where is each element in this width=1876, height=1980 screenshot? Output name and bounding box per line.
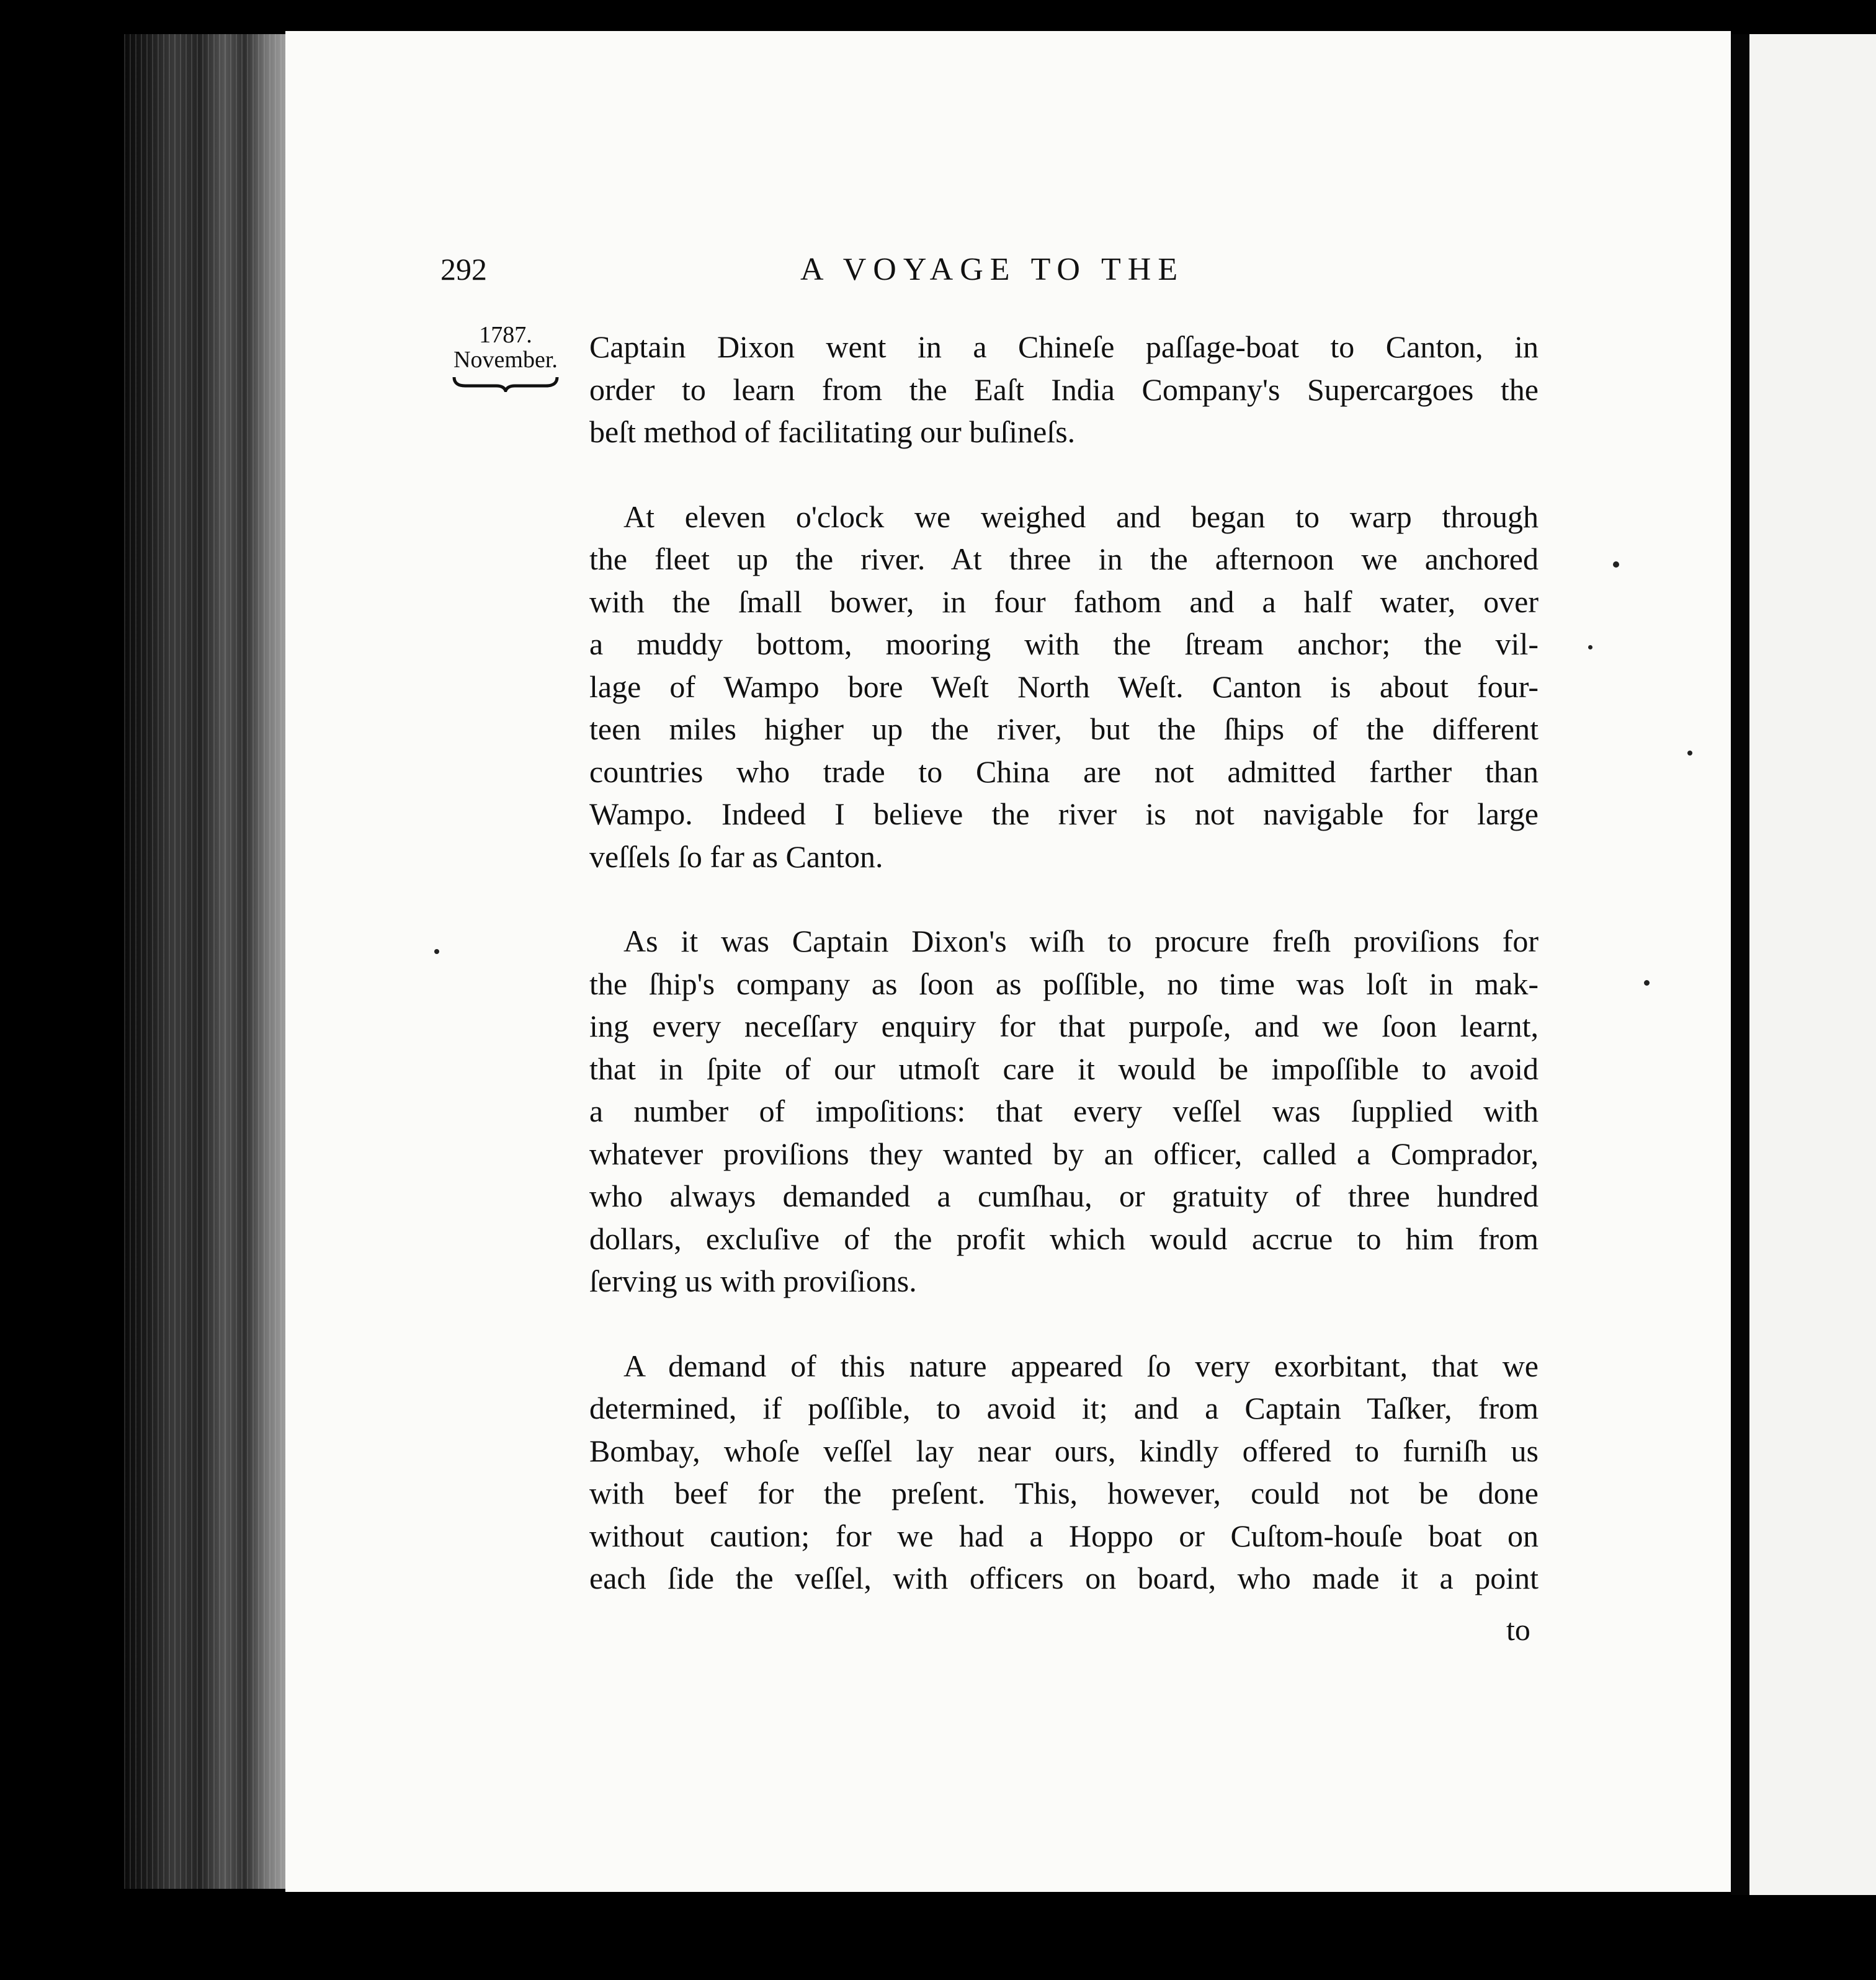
scan-speck	[1644, 980, 1650, 986]
facing-page	[1749, 34, 1876, 1895]
text-line: beſt method of facilitating our buſineſs.	[589, 414, 1076, 449]
text-line: a muddy bottom, mooring with the ſtream anchor; the vil-	[589, 627, 1539, 661]
body-text	[589, 326, 1539, 1642]
text-line: each ſide the veſſel, with officers on board, who made it a point	[589, 1561, 1539, 1595]
scan-speck	[1588, 645, 1592, 649]
margin-note-month: November.	[453, 347, 558, 373]
paragraph-1	[589, 326, 1539, 453]
text-line: Captain Dixon went in a Chineſe paſſage-boat to Canton, in	[589, 329, 1539, 364]
text-line: whatever proviſions they wanted by an officer, called a Comprador,	[589, 1136, 1539, 1171]
page-number: 292	[440, 252, 487, 287]
book-gutter	[124, 34, 292, 1889]
text-line: with the ſmall bower, in four fathom and a half water, over	[589, 584, 1539, 619]
text-line: with beef for the preſent. This, however, could not be done	[589, 1476, 1539, 1510]
catchword: to	[1506, 1612, 1530, 1647]
paragraph-3	[589, 920, 1539, 1303]
text-line: without caution; for we had a Hoppo or Cuſtom-houſe boat on	[589, 1518, 1539, 1553]
text-line: the fleet up the river. At three in the afternoon we anchored	[589, 542, 1539, 576]
text-line: a number of impoſitions: that every veſſel was ſupplied with	[589, 1094, 1539, 1128]
curly-brace-icon	[452, 373, 560, 392]
text-line: At eleven o'clock we weighed and began to warp through	[623, 499, 1539, 534]
running-head: A VOYAGE TO THE	[800, 252, 1185, 287]
text-line: Bombay, whoſe veſſel lay near ours, kindly offered to furniſh us	[589, 1433, 1539, 1468]
text-line: Wampo. Indeed I believe the river is not navigable for large	[589, 796, 1539, 831]
margin-note	[444, 323, 568, 392]
text-line: the ſhip's company as ſoon as poſſible, no time was loſt in mak-	[589, 966, 1539, 1001]
text-line: A demand of this nature appeared ſo very exorbitant, that we	[623, 1348, 1539, 1383]
text-line: countries who trade to China are not admitted farther than	[589, 754, 1539, 789]
scan-speck	[1613, 561, 1619, 568]
margin-note-year: 1787.	[479, 322, 532, 348]
paragraph-4	[589, 1345, 1539, 1600]
text-line: ſerving us with proviſions.	[589, 1264, 917, 1298]
text-line: who always demanded a cumſhau, or gratuity of three hundred	[589, 1179, 1539, 1213]
scan-speck	[434, 949, 439, 954]
text-line: determined, if poſſible, to avoid it; and a Captain Taſker, from	[589, 1391, 1539, 1425]
text-line: veſſels ſo far as Canton.	[589, 839, 883, 874]
text-line: As it was Captain Dixon's wiſh to procure freſh proviſions for	[623, 924, 1539, 958]
text-line: order to learn from the Eaſt India Company's Supercargoes the	[589, 372, 1539, 407]
paragraph-2	[589, 496, 1539, 878]
text-line: lage of Wampo bore Weſt North Weſt. Canton is about four-	[589, 669, 1539, 704]
text-line: teen miles higher up the river, but the ſhips of the different	[589, 711, 1539, 746]
facing-page-shadow	[1731, 34, 1749, 1895]
text-line: ing every neceſſary enquiry for that purpoſe, and we ſoon learnt,	[589, 1009, 1539, 1043]
text-line: that in ſpite of our utmoſt care it would be impoſſible to avoid	[589, 1051, 1539, 1086]
scan-speck	[1687, 751, 1692, 756]
text-line: dollars, excluſive of the profit which would accrue to him from	[589, 1221, 1539, 1256]
